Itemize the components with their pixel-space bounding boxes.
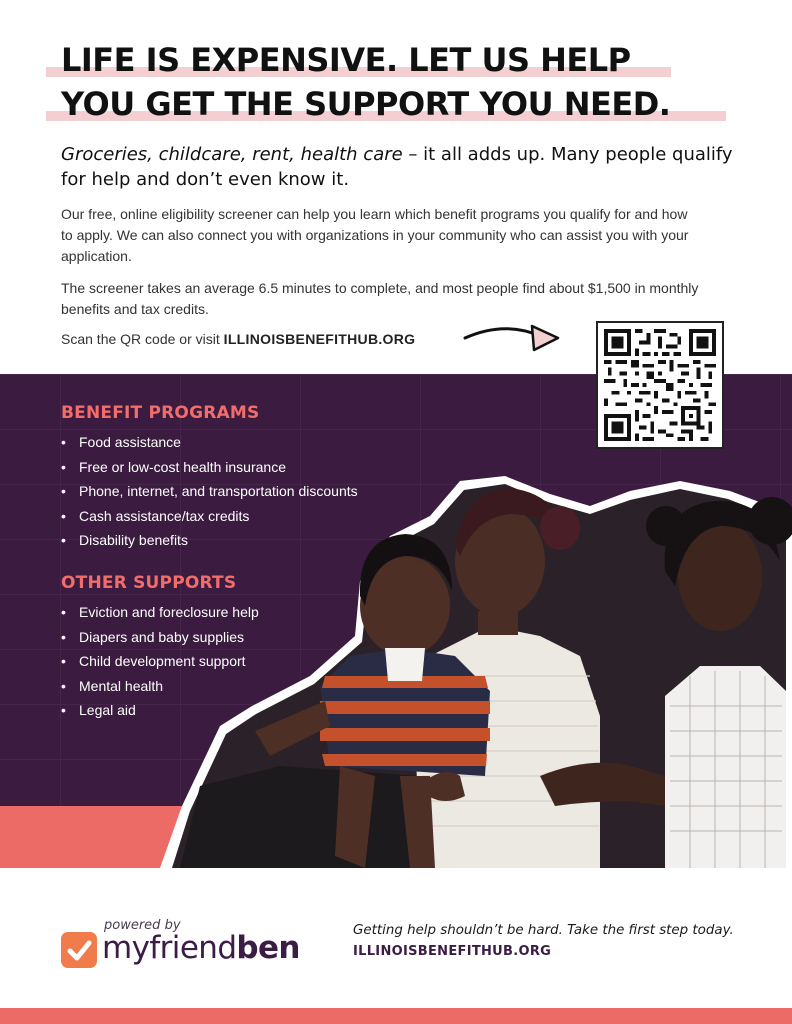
list-item: • Mental health [61, 674, 259, 699]
footer-url-link[interactable]: ILLINOISBENEFITHUB.ORG [353, 944, 552, 959]
intro-paragraph: Our free, online eligibility screener can help you learn which benefit programs you qualify for and how to apply. We can also connect you with organizations in your community who can assist you with your application. [61, 206, 689, 264]
stats-paragraph: The screener takes an average 6.5 minutes to complete, and most people find about $1,500 in monthly benefits and tax credits. [61, 280, 699, 317]
list-item: • Food assistance [61, 430, 358, 455]
footer-tagline: Getting help shouldn’t be hard. Take the first step today. [353, 923, 734, 938]
qr-code-icon [604, 329, 716, 441]
arrow-icon [462, 318, 562, 354]
list-item: • Legal aid [61, 698, 259, 723]
other-supports-title: OTHER SUPPORTS [61, 573, 237, 593]
scan-prefix: Scan the QR code or visit [61, 331, 224, 347]
list-item: • Eviction and foreclosure help [61, 600, 259, 625]
list-item: • Child development support [61, 649, 259, 674]
lead-italic: Groceries, childcare, rent, health care [61, 144, 403, 165]
lead-paragraph [61, 142, 741, 192]
qr-code[interactable] [596, 321, 724, 449]
list-item: • Phone, internet, and transportation discounts [61, 479, 358, 504]
myfriendben-logo-icon [61, 932, 97, 968]
check-icon [61, 932, 97, 968]
list-item: • Cash assistance/tax credits [61, 504, 358, 529]
list-item: • Diapers and baby supplies [61, 625, 259, 650]
list-item: • Free or low-cost health insurance [61, 455, 358, 480]
lead-rest: – it all adds up. Many people qualify for help and don’t even know it. [61, 144, 733, 190]
powered-by-label: powered by [104, 918, 181, 933]
headline-line-1: LIFE IS EXPENSIVE. LET US HELP [61, 38, 761, 82]
scan-instruction [61, 331, 415, 347]
family-photo [160, 476, 792, 868]
headline [61, 38, 761, 126]
brand-bold: ben [236, 930, 300, 966]
benefit-programs-title: BENEFIT PROGRAMS [61, 403, 260, 423]
bottom-coral-bar [0, 1008, 792, 1024]
brand-logo-text [102, 930, 300, 966]
headline-line-2: YOU GET THE SUPPORT YOU NEED. [61, 82, 761, 126]
scan-url-link[interactable]: ILLINOISBENEFITHUB.ORG [223, 331, 416, 347]
brand-light: myfriend [102, 930, 237, 966]
list-item: • Disability benefits [61, 528, 358, 553]
